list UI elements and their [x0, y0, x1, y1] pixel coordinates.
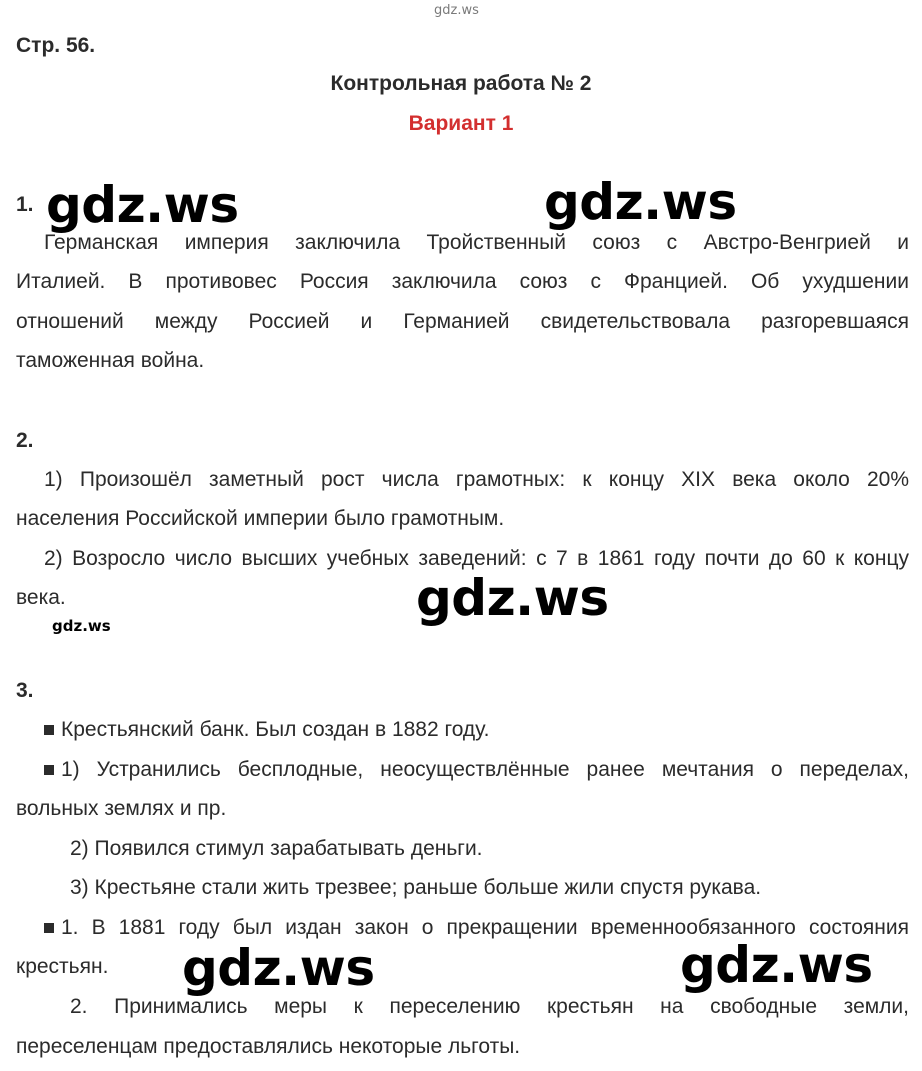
question-3-sub-3: 3) Крестьяне стали жить трезвее; раньше больше жили спустя рукава.: [70, 876, 762, 899]
question-3-item-2: 1) Устранились бесплодные, неосуществлённые ранее мечтания о переделах,: [44, 750, 909, 789]
question-3-line-9: переселенцам предоставлялись некоторые льготы.: [16, 1035, 521, 1058]
page-title: Контрольная работа № 2: [330, 72, 592, 95]
question-3-line-3: вольных землях и пр.: [16, 797, 227, 820]
watermark-4: gdz.ws: [182, 939, 375, 997]
question-2-number: 2.: [16, 429, 34, 452]
question-3-sub-2: 2) Появился стимул зарабатывать деньги.: [70, 837, 483, 860]
question-2-line-1: 1) Произошёл заметный рост числа грамотных: к концу XIX века около 20%: [44, 468, 909, 491]
question-2-line-4: века.: [16, 586, 66, 609]
watermark-small: gdz.ws: [52, 617, 111, 635]
question-3-line-8: 2. Принимались меры к переселению крестьян на свободные земли,: [70, 995, 909, 1018]
question-1-line-2: Италией. В противовес Россия заключила союз с Францией. Об ухудшении: [16, 270, 909, 293]
square-bullet-icon: [44, 725, 54, 735]
question-3-item-1: Крестьянский банк. Был создан в 1882 году.: [44, 710, 489, 749]
question-3-number: 3.: [16, 679, 34, 702]
watermark-5: gdz.ws: [680, 936, 873, 994]
question-3-line-7: крестьян.: [16, 955, 109, 978]
watermark-1: gdz.ws: [46, 176, 239, 234]
question-1-line-1: Германская империя заключила Тройственный союз с Австро-Венгрией и: [44, 231, 909, 254]
square-bullet-icon: [44, 923, 54, 933]
watermark-2: gdz.ws: [544, 173, 737, 231]
watermark-top: gdz.ws: [434, 3, 479, 18]
question-2-line-3: 2) Возросло число высших учебных заведений: с 7 в 1861 году почти до 60 к концу: [44, 547, 909, 570]
page-reference: Стр. 56.: [16, 34, 96, 57]
question-1-line-4: таможенная война.: [16, 349, 205, 372]
variant-label: Вариант 1: [408, 112, 514, 135]
question-1-line-3: отношений между Россией и Германией свидетельствовала разгоревшаяся: [16, 310, 909, 333]
question-2-line-2: населения Российской империи было грамотным.: [16, 507, 505, 530]
watermark-3: gdz.ws: [416, 569, 609, 627]
question-3-item-3: 1. В 1881 году был издан закон о прекращении временнообязанного состояния: [44, 908, 909, 947]
square-bullet-icon: [44, 765, 54, 775]
question-1-number: 1.: [16, 193, 34, 216]
